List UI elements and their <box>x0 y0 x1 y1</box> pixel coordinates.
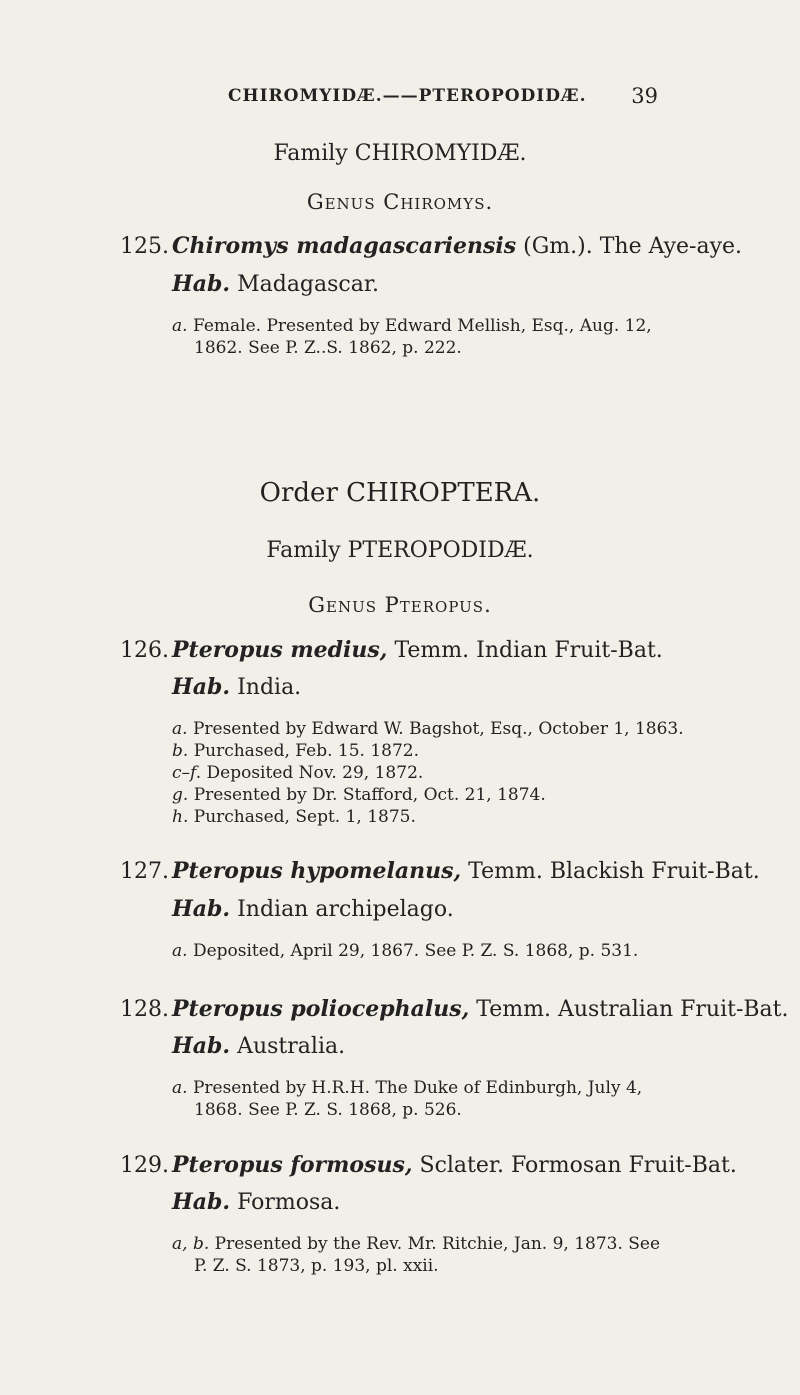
specimen-text: Presented by the Rev. Mr. Ritchie, Jan. 9, 1873. See <box>209 1234 661 1254</box>
specimen-text-cont: 1862. See P. Z..S. 1862, p. 222. <box>194 338 462 358</box>
hab-label: Hab. <box>172 896 231 922</box>
specimen <box>172 718 712 740</box>
entry-authority-common: Temm. Indian Fruit-Bat. <box>387 638 663 663</box>
hab-value: Formosa. <box>230 1190 341 1215</box>
specimen-text: Female. Presented by Edward Mellish, Esq., Aug. 12, <box>187 316 652 336</box>
entry-head <box>120 637 663 663</box>
specimen-letter: c–f. <box>172 763 202 783</box>
hab-value: Indian archipelago. <box>230 897 454 922</box>
scientific-name: Pteropus medius, <box>172 637 388 663</box>
habitat <box>172 896 454 922</box>
habitat <box>172 1033 345 1059</box>
entry-authority-common: Temm. Australian Fruit-Bat. <box>469 997 789 1022</box>
genus-heading-chiromys: Genus Chiromys. <box>306 190 494 214</box>
specimen <box>172 1077 712 1121</box>
entry-authority-common: (Gm.). The Aye-aye. <box>516 234 743 259</box>
specimen <box>172 940 712 962</box>
scientific-name: Pteropus poliocephalus, <box>172 996 470 1022</box>
entry-number: 128. <box>120 997 169 1022</box>
hab-label: Hab. <box>172 674 231 700</box>
habitat <box>172 1189 340 1215</box>
entry-number: 125. <box>120 234 169 259</box>
family-heading-pteropodidae: Family PTEROPODIDÆ. <box>266 538 534 563</box>
family-heading-chiromyidae: Family CHIROMYIDÆ. <box>273 141 527 166</box>
specimen <box>172 740 712 762</box>
hab-value: Madagascar. <box>230 272 379 297</box>
hab-value: Australia. <box>230 1034 346 1059</box>
entry-head <box>120 1152 737 1178</box>
entry-head <box>120 996 789 1022</box>
specimen-letter: a. <box>172 316 188 336</box>
specimen <box>172 762 712 784</box>
genus-heading-pteropus: Genus Pteropus. <box>308 593 492 617</box>
specimen-text: Deposited, April 29, 1867. See P. Z. S. 1868, p. 531. <box>187 941 639 961</box>
specimen <box>172 806 712 828</box>
specimen-text: Presented by Dr. Stafford, Oct. 21, 1874. <box>188 785 546 805</box>
specimen <box>172 1233 712 1277</box>
entry-number: 127. <box>120 859 169 884</box>
specimen-letter: h. <box>172 807 189 827</box>
specimen-text: Presented by Edward W. Bagshot, Esq., October 1, 1863. <box>187 719 684 739</box>
specimen <box>172 784 712 806</box>
hab-label: Hab. <box>172 1189 231 1215</box>
specimen-letter: a. <box>172 941 188 961</box>
scientific-name: Pteropus formosus, <box>172 1152 413 1178</box>
specimen-text: Deposited Nov. 29, 1872. <box>201 763 424 783</box>
running-head <box>0 86 800 114</box>
order-heading-chiroptera: Order CHIROPTERA. <box>259 478 541 508</box>
specimen-letter: a. <box>172 1078 188 1098</box>
running-head-title: CHIROMYIDÆ.——PTEROPODIDÆ. <box>228 86 587 106</box>
habitat <box>172 271 379 297</box>
hab-label: Hab. <box>172 271 231 297</box>
specimen-text: Presented by H.R.H. The Duke of Edinburgh, July 4, <box>187 1078 643 1098</box>
entry-authority-common: Temm. Blackish Fruit-Bat. <box>461 859 760 884</box>
specimen-letter: a. <box>172 719 188 739</box>
hab-value: India. <box>230 675 302 700</box>
specimen-text-cont: P. Z. S. 1873, p. 193, pl. xxii. <box>194 1256 439 1276</box>
entry-authority-common: Sclater. Formosan Fruit-Bat. <box>412 1153 737 1178</box>
specimen-text-cont: 1868. See P. Z. S. 1868, p. 526. <box>194 1100 462 1120</box>
scientific-name: Pteropus hypomelanus, <box>172 858 462 884</box>
scientific-name: Chiromys madagascariensis <box>172 233 517 259</box>
page-number: 39 <box>631 84 658 108</box>
specimen-letter: a, b. <box>172 1234 210 1254</box>
specimen <box>172 315 712 359</box>
entry-number: 129. <box>120 1153 169 1178</box>
hab-label: Hab. <box>172 1033 231 1059</box>
entry-head <box>120 233 742 259</box>
specimen-letter: g. <box>172 785 189 805</box>
specimen-text: Purchased, Feb. 15. 1872. <box>188 741 420 761</box>
entry-number: 126. <box>120 638 169 663</box>
habitat <box>172 674 301 700</box>
specimen-letter: b. <box>172 741 189 761</box>
specimen-text: Purchased, Sept. 1, 1875. <box>188 807 416 827</box>
entry-head <box>120 858 760 884</box>
